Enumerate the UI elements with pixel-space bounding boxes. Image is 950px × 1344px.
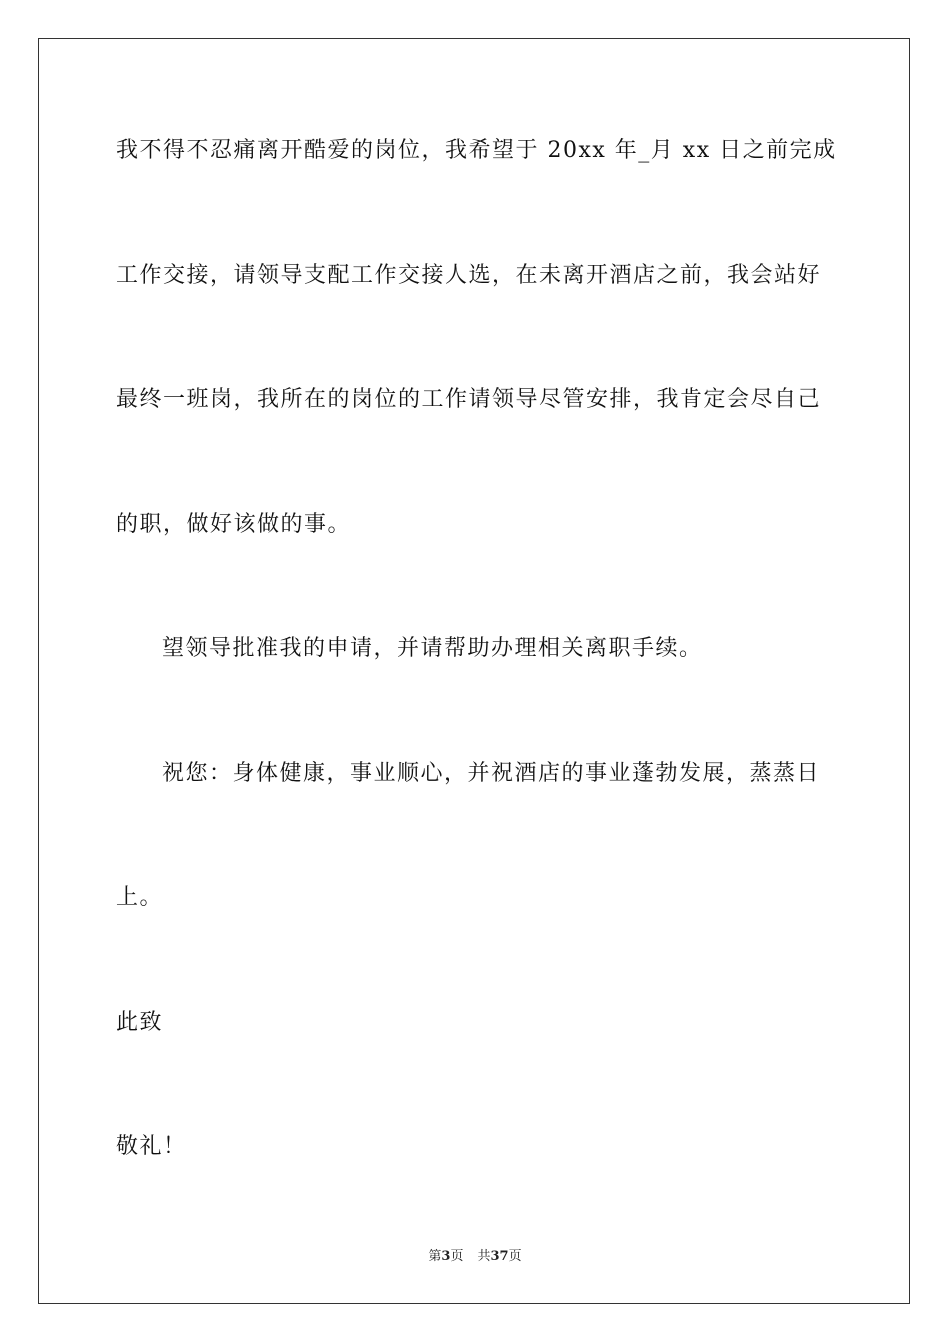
body-line-5: 望领导批准我的申请，并请帮助办理相关离职手续。	[162, 636, 703, 661]
body-line-2: 工作交接，请领导支配工作交接人选，在未离开酒店之前，我会站好	[116, 263, 822, 288]
body-line-6: 祝您：身体健康，事业顺心，并祝酒店的事业蓬勃发展，蒸蒸日	[162, 761, 821, 786]
closing-regards: 敬礼！	[116, 1134, 187, 1159]
closing-salutation: 此致	[116, 1010, 164, 1035]
body-line-4: 的职，做好该做的事。	[116, 512, 352, 537]
page-border	[38, 38, 910, 1304]
body-line-1: 我不得不忍痛离开酷爱的岗位，我希望于 20xx 年_月 xx 日之前完成	[116, 138, 837, 163]
footer-page-number: 3	[441, 1249, 451, 1264]
footer-page-suffix: 页	[450, 1249, 464, 1264]
page-footer	[0, 1248, 950, 1266]
footer-total-suffix: 页	[508, 1249, 522, 1264]
body-line-3: 最终一班岗，我所在的岗位的工作请领导尽管安排，我肯定会尽自己	[116, 387, 822, 412]
body-line-7: 上。	[116, 885, 164, 910]
footer-total-pages: 37	[490, 1249, 509, 1264]
footer-total-prefix: 共	[477, 1249, 491, 1264]
footer-page-prefix: 第	[428, 1249, 442, 1264]
